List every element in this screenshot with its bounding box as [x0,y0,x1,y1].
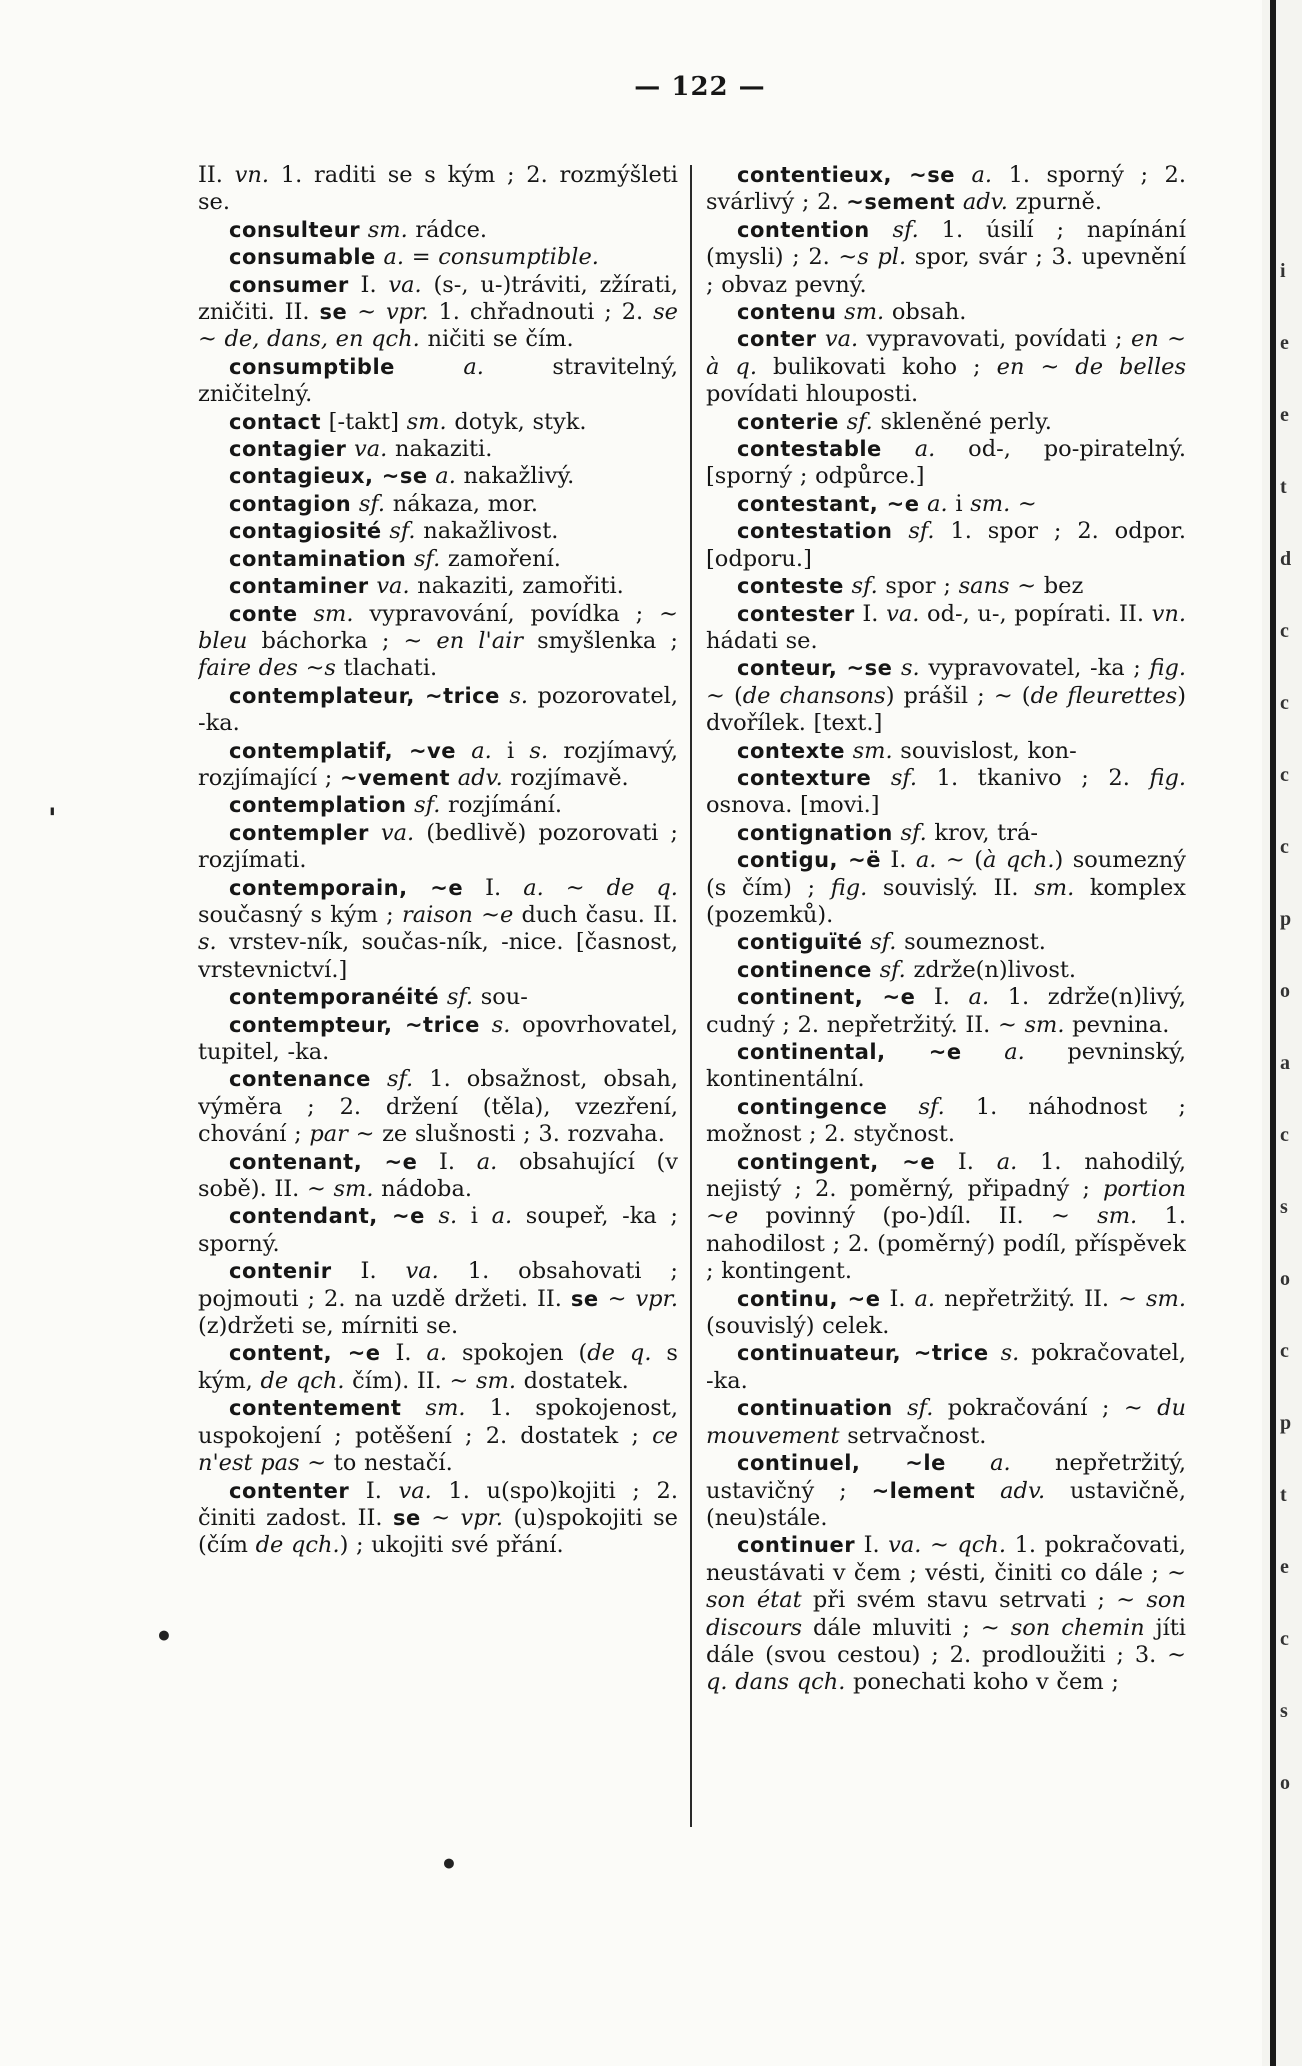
grammar-label: a. [463,353,484,380]
dictionary-entry: contexture sf. 1. tkanivo ; 2. fig. osnova. [movi.] [706,764,1186,819]
dictionary-entry: contentement sm. 1. spokojenost, uspokojení ; potěšení ; 2. dostatek ; ce n'est pas ~ to nestačí. [198,1395,678,1477]
grammar-label: sm. [844,299,885,326]
grammar-label: a. [491,1203,513,1230]
grammar-label: s. [198,929,217,956]
grammar-label: son état [706,1587,802,1614]
grammar-label: sf. [846,408,873,435]
grammar-label: de qch. [260,1367,345,1394]
edge-letter: s [1280,1196,1288,1218]
dictionary-entry: contenance sf. 1. obsažnost, obsah, výměra ; 2. držení (těla), vzezření, chování ; par ~ ze slušnosti ; 3. rozvaha. [198,1066,678,1148]
headword: contemplatif, ~ve [229,738,456,763]
grammar-label: sf. [389,518,416,545]
dictionary-entry: contenu sm. obsah. [737,299,967,326]
grammar-label: s. [901,655,920,682]
grammar-label: son discours [706,1587,1186,1641]
edge-letter: c [1280,620,1289,642]
dictionary-entry: consulteur sm. rádce. [229,216,488,243]
headword: ~lement [871,1478,976,1503]
grammar-label: sm. [425,1395,466,1422]
headword: contaminer [229,574,369,599]
grammar-label: a. [968,984,990,1011]
grammar-label: vpr. [635,1285,678,1312]
headword: contentement [229,1396,402,1421]
dictionary-entry: content, ~e I. a. spokojen (de q. s kým, de qch. čím). II. ~ sm. dostatek. [198,1340,678,1394]
grammar-label: sm. [406,408,447,435]
dictionary-entry: contemplatif, ~ve a. i s. rozjímavý, rozjímající ; ~vement adv. rozjímavě. [198,737,678,791]
headword: contestation [737,519,893,544]
dictionary-entry: contenter I. va. 1. u(spo)kojiti ; 2. činiti zadost. II. se ~ vpr. (u)spokojiti se (čím de qch.) ; ukojiti své přání. [198,1477,678,1559]
headword: se [570,1286,599,1311]
grammar-label: en ~ de belles [996,353,1186,380]
grammar-label: sf. [386,1066,414,1093]
page-gutter-shadow [1270,0,1276,2066]
headword: content, ~e [229,1341,381,1366]
grammar-label: se ~ de, dans, en qch. [198,299,678,353]
edge-letter: a [1280,1052,1290,1074]
dictionary-entry: contendant, ~e s. i a. soupeř, -ka ; sporný. [198,1203,678,1257]
headword: continuel, ~le [737,1451,946,1476]
grammar-label: sf. [870,929,897,956]
headword: contiguïté [737,930,863,955]
dictionary-entry: contaminer va. nakaziti, zamořiti. [229,573,624,600]
headword: contestable [737,437,882,462]
edge-letter: o [1280,980,1290,1002]
grammar-label: sans ~ [958,573,1037,600]
stray-dot: • [440,1848,458,1881]
grammar-label: qch. [957,1532,1007,1559]
headword: contemporanéité [229,985,440,1010]
grammar-label: consumptible. [438,244,599,271]
headword: conterie [737,409,839,434]
headword: se [392,1505,421,1530]
dictionary-entry: contingent, ~e I. a. 1. nahodilý, nejistý ; 2. poměrný, připadný ; portion ~e povinný (po-)díl. II. ~ sm. 1. nahodilost ; 2. (poměrný) podíl, příspěvek ; kontingent. [706,1148,1186,1285]
grammar-label: ~s pl. [838,244,907,271]
headword: contemporain, ~e [229,875,464,900]
headword: consumptible [229,354,395,379]
grammar-label: de q. [606,874,678,901]
grammar-label: de qch. [255,1532,340,1559]
headword: contagion [229,491,352,516]
grammar-label: va. [398,1477,432,1504]
grammar-label: ce n'est pas ~ [198,1422,678,1477]
grammar-label: sf. [908,518,935,545]
grammar-label: va. [380,819,415,846]
dictionary-entry: continuation sf. pokračování ; ~ du mouvement setrvačnost. [706,1395,1186,1449]
headword: contignation [737,820,893,845]
dictionary-entry: continence sf. zdrže(n)livost. [737,956,1077,983]
grammar-label: a. [971,162,993,188]
headword: continent, ~e [737,985,916,1010]
grammar-label: vpr. [385,299,429,326]
grammar-label: va. [405,1258,439,1285]
column-divider [690,165,692,1827]
dictionary-entry: contagion sf. nákaza, mor. [229,490,539,517]
edge-letter: t [1280,1484,1287,1506]
dictionary-entry: consumptible a. stravitelný, zničitelný. [198,353,678,408]
grammar-label: va. [354,436,388,463]
dictionary-entry: contestable a. od-, po-piratelný. [sporný ; odpůrce.] [706,436,1186,490]
grammar-label: va. [886,600,920,627]
headword: contention [737,217,870,242]
grammar-label: en ~ à q. [706,326,1186,380]
headword: contigu, ~ë [737,848,881,873]
grammar-label: sf. [446,984,474,1011]
headword: contempteur, ~trice [229,1012,480,1037]
headword: contagier [229,437,347,462]
dictionary-entry: contention sf. 1. úsilí ; napínání (mysli) ; 2. ~s pl. spor, svár ; 3. upevnění ; obvaz pevný. [706,216,1186,298]
grammar-label: sm. [333,1176,374,1203]
headword: consulteur [229,217,361,242]
dictionary-entry: continuer I. va. ~ qch. 1. pokračovati, neustávati v čem ; vésti, činiti co dále ; ~ son état při svém stavu setrvati ; ~ son discours dále mluviti ; ~ son chemin jíti dále (svou cestou) ; 2. prodloužiti ; 3. ~ q. dans qch. ponechati koho v čem ; [706,1532,1186,1696]
dictionary-entry: contiguïté sf. soumeznost. [737,929,1046,956]
grammar-label: vn. [234,162,270,188]
grammar-label: bleu [198,627,248,654]
dictionary-entry: continu, ~e I. a. nepřetržitý. II. ~ sm. (souvislý) celek. [706,1285,1186,1340]
grammar-label: a. [915,847,937,874]
dictionary-entry: consumable a. = consumptible. [229,244,599,271]
grammar-label: sf. [918,1093,945,1120]
grammar-label: va. [824,326,859,353]
dictionary-entry: contagiosité sf. nakažlivost. [229,518,559,545]
headword: continu, ~e [737,1286,881,1311]
grammar-label: sm. [1097,1203,1138,1230]
grammar-label: a. [435,463,456,490]
headword: contagieux, ~se [229,464,428,489]
edge-letter: s [1280,1700,1288,1722]
grammar-label: sf. [851,573,878,600]
grammar-label: sf. [358,490,386,517]
headword: contenir [229,1259,332,1284]
left-column [198,162,678,1822]
grammar-label: adv. [1000,1477,1046,1504]
dictionary-entry: contestant, ~e a. i sm. ~ [737,490,1037,517]
grammar-label: sf. [900,819,927,846]
edge-letter: c [1280,1124,1289,1146]
grammar-label: sf. [879,956,906,983]
headword: continuer [737,1533,856,1558]
dictionary-entry: contamination sf. zamoření. [229,545,561,572]
dictionary-entry: contemporain, ~e I. a. ~ de q. současný s kým ; raison ~e duch času. II. s. vrstev-ník, součas-ník, -nice. [časnost, vrstevnictví.] [198,874,678,983]
headword: conte [229,601,298,626]
dictionary-entry: contemporanéité sf. sou- [229,984,528,1011]
headword: se [319,300,348,325]
dictionary-entry: continuateur, ~trice s. pokračovatel, -ka. [706,1340,1186,1394]
grammar-label: s. [509,682,529,709]
headword: contenu [737,300,837,325]
headword: contingent, ~e [737,1149,936,1174]
edge-letter: c [1280,764,1289,786]
grammar-label: a. [523,874,544,901]
stray-mark: ' [48,802,57,835]
grammar-label: par ~ [309,1121,375,1148]
edge-letter: o [1280,1772,1290,1794]
edge-letter: p [1280,1412,1292,1434]
dictionary-entry: contester I. va. od-, u-, popírati. II. vn. hádati se. [706,600,1186,654]
grammar-label: va. [376,573,410,600]
grammar-label: s. [438,1203,458,1230]
edge-letter: i [1280,260,1286,282]
dictionary-entry: conte sm. vypravování, povídka ; ~ bleu báchorka ; ~ en l'air smyšlenka ; faire des ~s tlachati. [198,600,678,682]
grammar-label: son chemin [1010,1614,1145,1641]
grammar-label: sm. [852,737,893,764]
headword: continental, ~e [737,1040,962,1064]
headword: contempler [229,820,369,845]
grammar-label: vpr. [460,1504,504,1531]
grammar-label: sm. [367,216,408,243]
dictionary-entry: conteste sf. spor ; sans ~ bez [737,573,1084,600]
grammar-label: vn. [1151,600,1186,627]
dictionary-entry: contenir I. va. 1. obsahovati ; pojmouti ; 2. na uzdě držeti. II. se ~ vpr. (z)držeti se, mírniti se. [198,1258,678,1340]
edge-letter: p [1280,908,1292,930]
grammar-label: a. [927,490,948,517]
right-column [706,162,1186,1822]
edge-letter: o [1280,1268,1290,1290]
grammar-label: de fleurettes [1030,682,1178,709]
grammar-label: a. [1004,1039,1025,1065]
grammar-label: a. [383,244,405,271]
grammar-label: sm. [1024,1011,1065,1038]
headword: consumable [229,245,376,270]
grammar-label: sf. [414,792,441,819]
grammar-label: va. [888,1532,922,1559]
headword: conteur, ~se [737,656,893,681]
dictionary-entry: conteur, ~se s. vypravovatel, -ka ; fig. ~ (de chansons) prášil ; ~ (de fleurettes) dvořílek. [text.] [706,655,1186,737]
grammar-label: a. [476,1148,498,1175]
dictionary-entry: contentieux, ~se a. 1. sporný ; 2. svárlivý ; 2. ~sement adv. zpurně. [706,162,1186,216]
grammar-label: fig. [830,874,868,901]
dictionary-entry: continental, ~e a. pevninský, kontinentální. [706,1039,1186,1093]
headword: consumer [229,272,349,297]
grammar-label: s. [1000,1340,1020,1367]
grammar-label: adv. [962,189,1008,216]
headword: contingence [737,1094,888,1119]
grammar-label: adv. [457,764,503,791]
grammar-label: a. [914,436,936,463]
dictionary-entry: contemplateur, ~trice s. pozorovatel, -ka. [198,682,678,737]
edge-letter: e [1280,1556,1289,1578]
headword: contentieux, ~se [737,163,955,187]
grammar-label: a. [996,1148,1018,1175]
dictionary-entry: conter va. vypravovati, povídati ; en ~ à q. bulikovati koho ; en ~ de belles povídati hlouposti. [706,326,1186,408]
headword: ~vement [339,765,451,790]
dictionary-entry: contagieux, ~se a. nakažlivý. [229,463,575,490]
headword: contexte [737,738,845,763]
headword: contestant, ~e [737,491,920,516]
grammar-label: fig. [1149,764,1186,791]
headword: contenance [229,1067,371,1092]
grammar-label: sm. [970,490,1011,517]
headword: contexture [737,765,872,790]
headword: contenant, ~e [229,1149,418,1174]
grammar-label: sm. [313,600,354,627]
edge-letter: e [1280,332,1289,354]
grammar-label: s. [491,1011,511,1038]
grammar-label: sf. [890,764,918,791]
headword: continence [737,957,872,982]
edge-letter: c [1280,1628,1289,1650]
grammar-label: sm. [475,1367,517,1394]
edge-letter: c [1280,836,1289,858]
headword: continuation [737,1396,893,1421]
headword: continuateur, ~trice [737,1341,989,1366]
grammar-label: sm. [1034,874,1075,901]
grammar-label: raison ~e [401,901,514,928]
dictionary-entry: contingence sf. 1. náhodnost ; možnost ; 2. styčnost. [706,1093,1186,1148]
dictionary-entry: contestation sf. 1. spor ; 2. odpor. [odporu.] [706,518,1186,572]
page-number-header: — 122 — [634,72,766,102]
edge-letter: c [1280,692,1289,714]
grammar-label: a. [471,737,492,764]
headword: conter [737,327,817,352]
adjacent-page-letters [1280,0,1302,2066]
grammar-label: faire des ~s [198,655,336,682]
dictionary-entry: contagier va. nakaziti. [229,436,493,463]
edge-letter: t [1280,476,1287,498]
grammar-label: a. [914,1285,936,1312]
dictionary-entry: continuel, ~le a. nepřetržitý, ustavičný ; ~lement adv. ustavičně, (neu)stále. [706,1450,1186,1531]
grammar-label: s. [529,737,549,764]
headword: conteste [737,574,844,599]
grammar-label: en l'air [436,627,524,654]
dictionary-entry: contact [-takt] sm. dotyk, styk. [229,408,587,435]
dictionary-entry: II. vn. 1. raditi se s kým ; 2. rozmýšleti se. [198,162,678,216]
dictionary-entry: consumer I. va. (s-, u-)tráviti, zžírati, zničiti. II. se ~ vpr. 1. chřadnouti ; 2. se ~ de, dans, en qch. ničiti se čím. [198,271,678,353]
dictionary-entry: contempler va. (bedlivě) pozorovati ; rozjímati. [198,819,678,874]
headword: contact [229,409,322,434]
edge-letter: e [1280,404,1289,426]
grammar-label: de chansons [742,682,886,709]
stray-dot: • [155,1620,173,1653]
headword: contagiosité [229,519,382,544]
grammar-label: sm. [1145,1285,1186,1312]
grammar-label: a. [426,1340,448,1367]
grammar-label: sf. [907,1395,934,1422]
grammar-label: à qch. [982,847,1055,874]
grammar-label: q. dans qch. [706,1669,846,1696]
edge-letter: c [1280,1340,1289,1362]
grammar-label: du mouvement [706,1395,1186,1449]
dictionary-entry: contenant, ~e I. a. obsahující (v sobě). II. ~ sm. nádoba. [198,1148,678,1203]
dictionary-entry: contempteur, ~trice s. opovrhovatel, tupitel, -ka. [198,1011,678,1065]
headword: contemplation [229,793,407,818]
headword: contendant, ~e [229,1204,425,1229]
dictionary-entry: contigu, ~ë I. a. ~ (à qch.) soumezný (s čím) ; fig. souvislý. II. sm. komplex (pozemků). [706,847,1186,928]
grammar-label: fig. [1149,655,1186,682]
headword: contenter [229,1478,350,1503]
dictionary-entry: conterie sf. skleněné perly. [737,408,1052,435]
grammar-label: sf. [892,216,919,243]
grammar-label: de q. [587,1340,652,1367]
headword: contester [737,601,855,626]
edge-letter: d [1280,548,1292,570]
grammar-label: a. [990,1450,1011,1477]
headword: contemplateur, ~trice [229,683,500,708]
grammar-label: sf. [414,545,441,572]
grammar-label: portion ~e [706,1176,1186,1230]
dictionary-entry: contexte sm. souvislost, kon- [737,737,1077,764]
dictionary-entry: contignation sf. krov, trá- [737,819,1038,846]
headword: contamination [229,546,407,571]
dictionary-entry: continent, ~e I. a. 1. zdrže(n)livý, cudný ; 2. nepřetržitý. II. ~ sm. pevnina. [706,984,1186,1038]
grammar-label: va. [388,271,422,298]
dictionary-entry: contemplation sf. rozjímání. [229,792,562,819]
headword: ~sement [846,190,956,215]
